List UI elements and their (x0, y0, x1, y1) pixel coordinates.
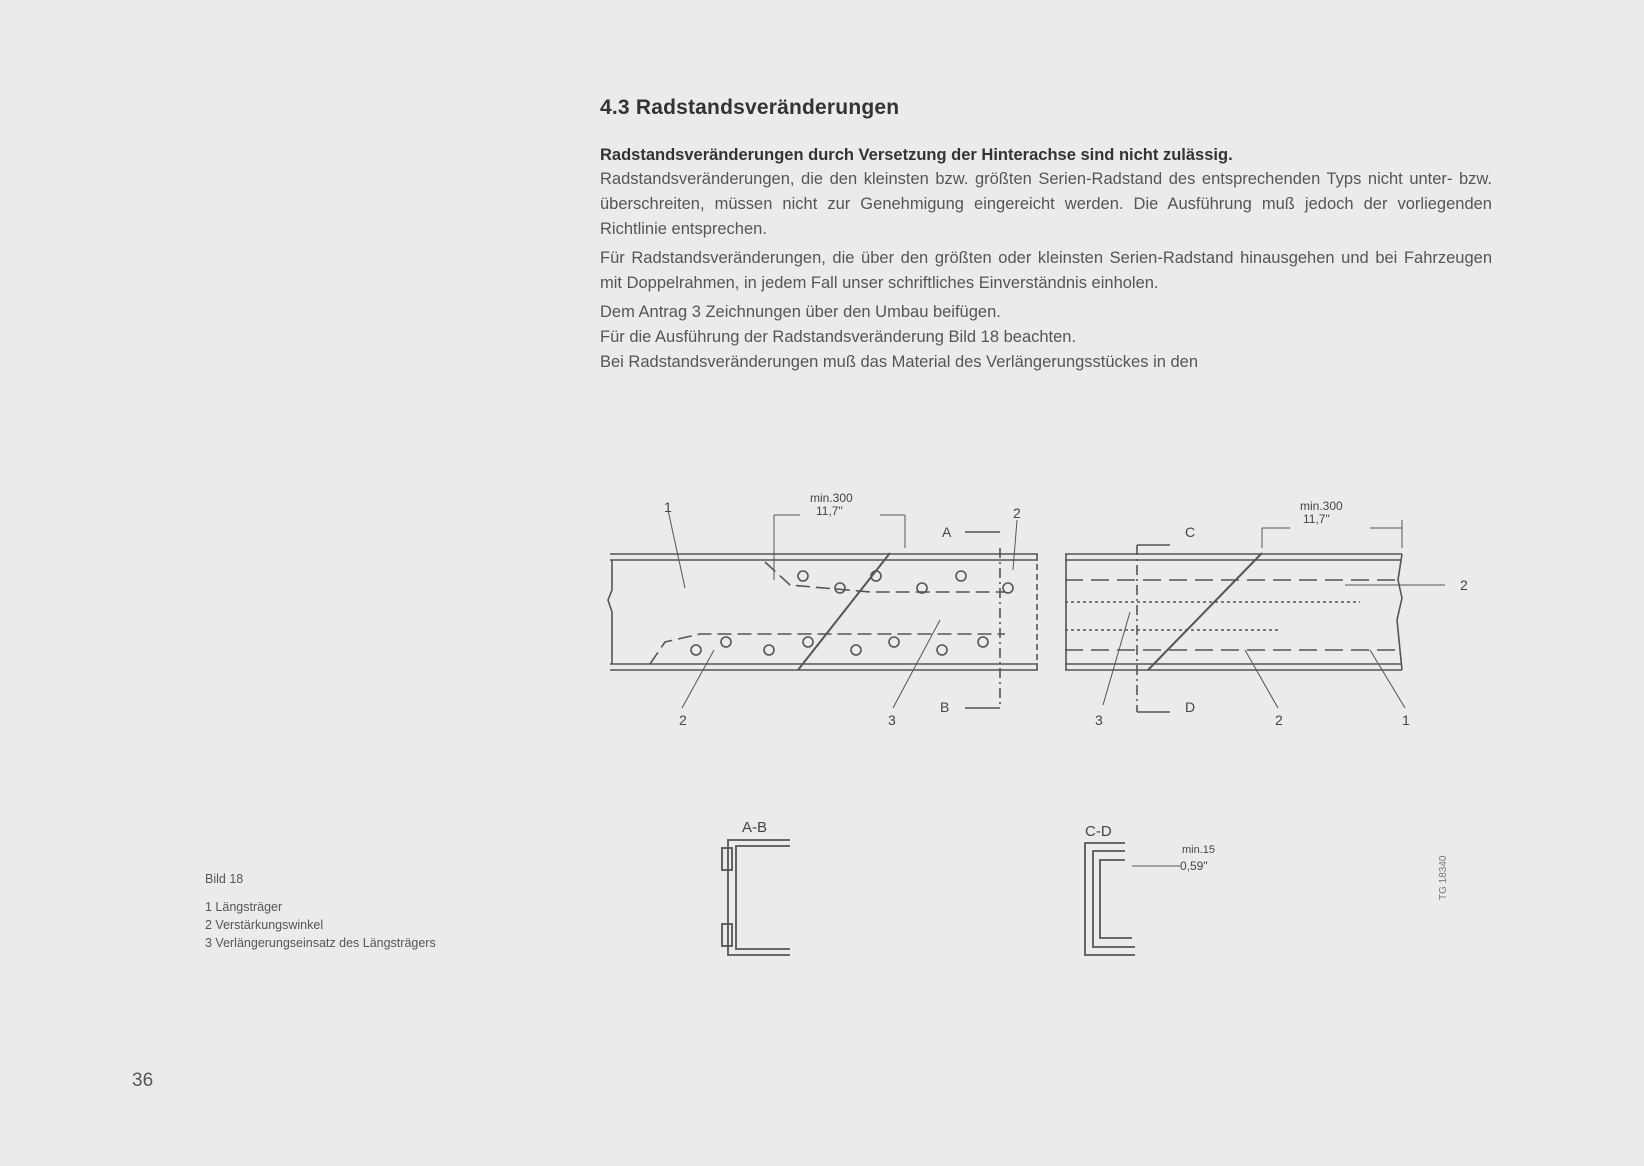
section-heading: 4.3 Radstandsveränderungen (600, 96, 900, 119)
left-callout-1: 1 (664, 499, 672, 515)
section-cd-label: C-D (1085, 823, 1112, 840)
right-callout-2-bottom: 2 (1275, 712, 1283, 728)
paragraph-2: Für Radstandsveränderungen, die über den größten oder kleinsten Serien-Radstand hinausgehen und bei Fahrzeugen mit Doppelrahmen, in jedem Fall unser schriftliches Einverständnis einholen. (600, 249, 1492, 292)
line-5: Bei Radstandsveränderungen muß das Material des Verlängerungsstückes in den (600, 353, 1199, 371)
drawing-code: TG 18340 (1438, 855, 1449, 900)
paragraph-1: Radstandsveränderungen, die den kleinsten bzw. größten Serien-Radstand des entsprechenden Typs nicht unter- bzw. überschreiten, müssen nicht zur Genehmigung eingereicht werden. Die Ausführung muß jedoch der vorliegenden Richtlinie entsprechen. (600, 170, 1492, 238)
left-callout-3: 3 (888, 712, 896, 728)
section-cd-dim-min: min.15 (1182, 844, 1216, 856)
left-frame-rail (608, 510, 1038, 708)
left-callout-2-top: 2 (1013, 505, 1021, 521)
right-dim-inch: 11,7" (1303, 512, 1330, 526)
left-dim-min: min.300 (810, 491, 853, 505)
section-ab-label: A-B (742, 819, 768, 836)
left-dim-inch: 11,7" (816, 504, 843, 518)
right-callout-1: 1 (1402, 712, 1410, 728)
caption-item: 3 Verlängerungseinsatz des Längsträgers (205, 936, 436, 950)
section-view-ab (722, 840, 790, 955)
right-callout-2-right: 2 (1460, 577, 1468, 593)
line-3: Dem Antrag 3 Zeichnungen über den Umbau beifügen. (600, 303, 1001, 321)
caption-item: 2 Verstärkungswinkel (205, 918, 324, 932)
page-number: 36 (132, 1070, 154, 1091)
right-section-c: C (1185, 524, 1196, 540)
caption-item: 1 Längsträger (205, 900, 283, 914)
section-content (600, 96, 1492, 379)
right-callout-3: 3 (1095, 712, 1103, 728)
caption-title: Bild 18 (205, 872, 244, 886)
line-4: Für die Ausführung der Radstandsveränderung Bild 18 beachten. (600, 328, 1077, 346)
section-view-cd (1085, 843, 1180, 955)
figure-caption (205, 870, 436, 952)
section-cd-dim-inch: 0,59" (1180, 859, 1208, 873)
right-section-d: D (1185, 699, 1196, 715)
right-frame-rail (1065, 520, 1445, 712)
left-callout-2-bottom: 2 (679, 712, 687, 728)
lead-sentence: Radstandsveränderungen durch Versetzung der Hinterachse sind nicht zulässig. (600, 146, 1233, 164)
right-dim-min: min.300 (1300, 499, 1343, 513)
left-section-b: B (940, 699, 950, 715)
left-section-a: A (942, 524, 952, 540)
